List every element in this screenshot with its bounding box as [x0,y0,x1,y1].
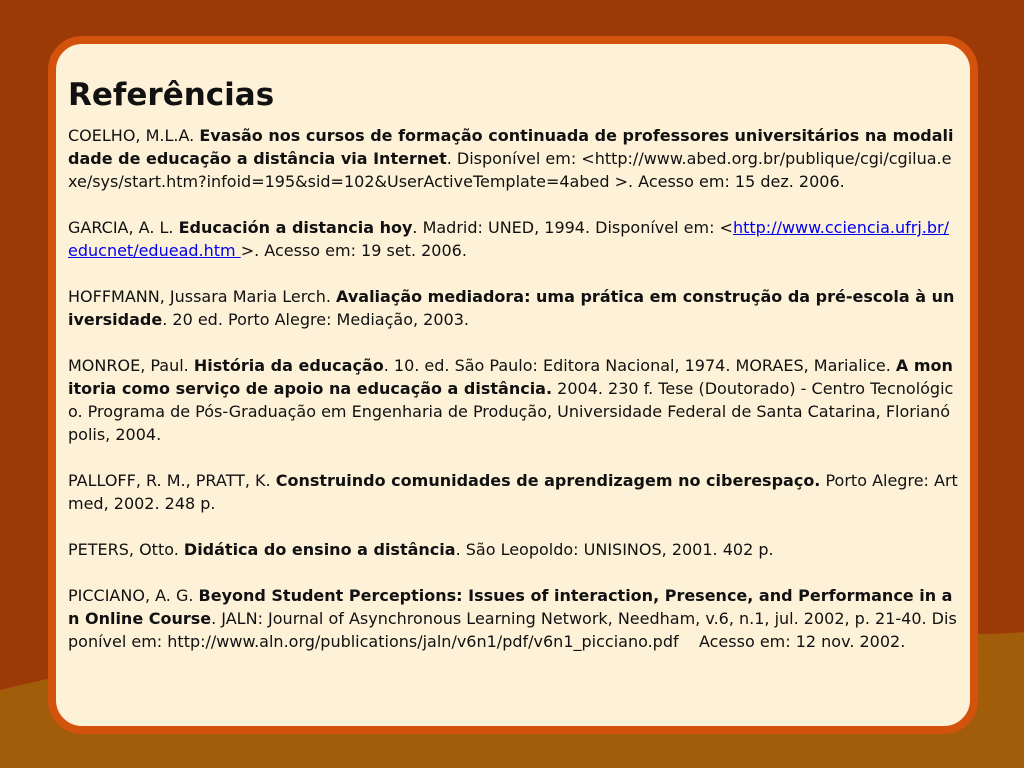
reference-work-title: Educación a distancia hoy [178,218,413,237]
reference-work-title: Didática do ensino a distância [183,540,456,559]
reference-garcia: GARCIA, A. L. Educación a distancia hoy. Madrid: UNED, 1994. Disponível em: <http://www.cciencia.ufrj.br/educnet/eduead.htm >. Acesso em: 19 set. 2006. [68,218,950,260]
reference-peters: PETERS, Otto. Didática do ensino a distância. São Leopoldo: UNISINOS, 2001. 402 p. [68,540,774,559]
references-slide [48,36,978,734]
reference-picciano: PICCIANO, A. G. Beyond Student Perceptions: Issues of interaction, Presence, and Performance in an Online Course. JALN: Journal of Asynchronous Learning Network, Needham, v.6, n.1, jul. 2002, p. 21-40. Disponível em: http://www.aln.org/publications/jaln/v6n1/pdf/v6n1_picciano.pdf Acesso em: 12 nov. 2002. [68,586,957,651]
reference-hoffmann: HOFFMANN, Jussara Maria Lerch. Avaliação mediadora: uma prática em construção da pré-escola à universidade. 20 ed. Porto Alegre: Mediação, 2003. [68,287,955,329]
reference-monroe: MONROE, Paul. História da educação. 10. ed. São Paulo: Editora Nacional, 1974. MORAES, Marialice. A monitoria como serviço de apoio na educação a distância. 2004. 230 f. Tese (Doutorado) - Centro Tecnológico. Programa de Pós-Graduação em Engenharia de Produção, Universidade Federal de Santa Catarina, Florianópolis, 2004. [68,356,954,444]
reference-coelho: COELHO, M.L.A. Evasão nos cursos de formação continuada de professores universitários na modalidade de educação a distância via Internet. Disponível em: <http://www.abed.org.br/publique/cgi/cgilua.exe/sys/start.htm?infoid=195&sid=102&UserActiveTemplate=4abed >. Acesso em: 15 dez. 2006. [68,126,954,191]
reference-palloff: PALLOFF, R. M., PRATT, K. Construindo comunidades de aprendizagem no ciberespaço. Porto Alegre: Artmed, 2002. 248 p. [68,471,958,513]
reference-work-title: História da educação [193,356,384,375]
reference-work-title: Construindo comunidades de aprendizagem no ciberespaço. [275,471,821,490]
reference-work-title: Avaliação mediadora: uma prática em construção da pré-escola à universidade [68,287,955,329]
slide-title: Referências [68,77,275,113]
reference-link[interactable]: http://www.cciencia.ufrj.br/educnet/eduead.htm [68,218,950,260]
reference-work-title: Beyond Student Perceptions: Issues of interaction, Presence, and Performance in an Online Course [68,586,953,628]
reference-work-title: Evasão nos cursos de formação continuada de professores universitários na modalidade de educação a distância via Internet [68,126,954,168]
reference-work-title-2: A monitoria como serviço de apoio na educação a distância. [68,356,953,398]
